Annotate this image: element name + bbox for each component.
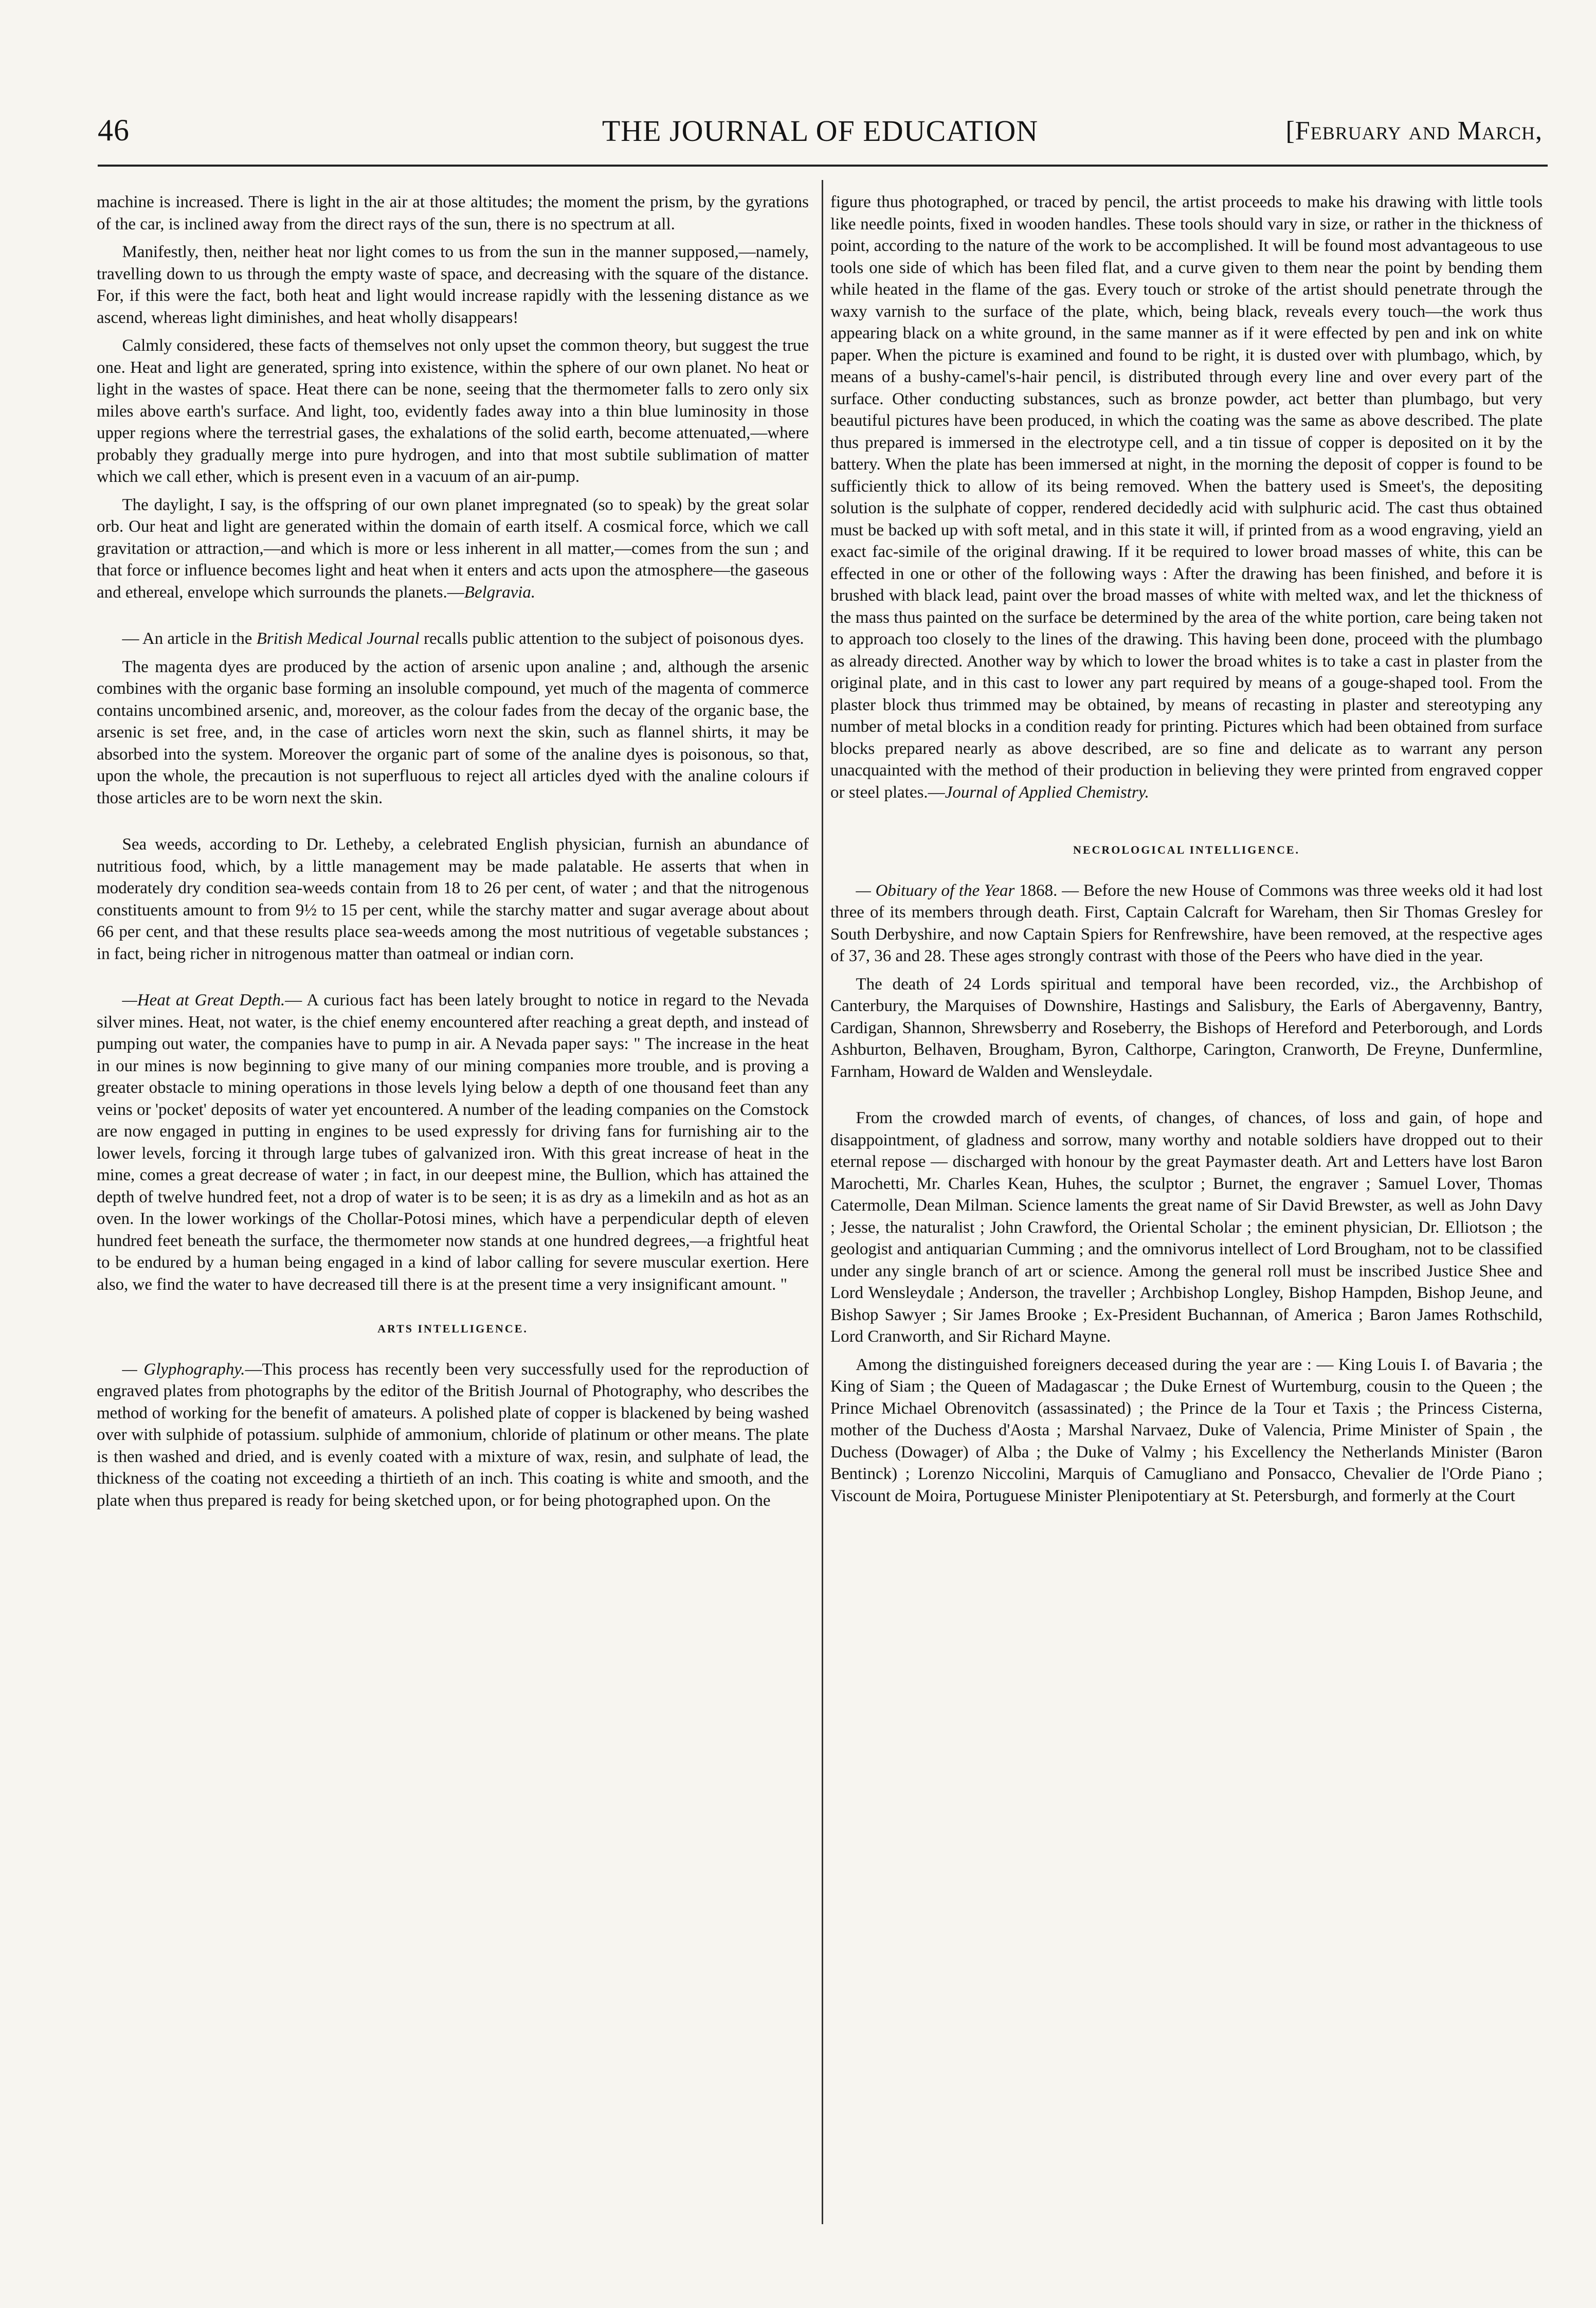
paragraph-text: — A curious fact has been lately brought to notice in regard to the Nevada silver mines. Heat, not water, is the chief enemy encountered after reaching a great depth, and instead of pumping out water, the companies have to pump in air. A Nevada paper says: " The increase in the heat in our mines is now beginning to give many of our mining companies more trouble, and is proving a greater obstacle to mining operations in those levels lying below a depth of one thousand feet than any veins or 'pocket' deposits of water yet encountered. A number of the leading companies on the Comstock are now engaged in putting in engines to be used expressly for driving fans for furnishing air to the lower levels, forcing it through large tubes of galvanized iron. With this great increase of heat in the mine, comes a great decrease of water ; in fact, in our deepest mine, the Bullion, which has attained the depth of twelve hundred feet, not a drop of water is to be seen; it is as dry as a limekiln and as hot as an oven. In the lower workings of the Chollar-Potosi mines, which have a perpendicular depth of eleven hundred feet beneath the surface, the thermometer now stands at one hundred degrees,—a frightful heat to be endured by a human being engaged in a kind of labor calling for severe muscular exertion. Here also, we find the water to have decreased till there is at the present time a very insignificant amount. " (97, 991, 809, 1294)
paragraph (830, 191, 1543, 803)
paragraph: Sea weeds, according to Dr. Letheby, a celebrated English physician, furnish an abundance of nutritious food, which, by a little management may be made palatable. He asserts that when in moderately dry condition sea-weeds contain from 18 to 26 per cent, of water ; and that the nitrogenous constituents amount to from 9½ to 15 per cent, while the starchy matter and sugar average about about 66 per cent, and that these results place sea-weeds among the most nutritious of vegetable substances ; in fact, being richer in nitrogenous matter than oatmeal or indian corn. (97, 835, 809, 963)
paragraph (830, 880, 1543, 967)
paragraph-text: — An article in the (122, 629, 257, 648)
article-title: —Heat at Great Depth. (122, 991, 285, 1009)
section-heading-necrological: NECROLOGICAL INTELLIGENCE. (1073, 843, 1300, 856)
paragraph: The death of 24 Lords spiritual and temporal have been recorded, viz., the Archbishop of Canterbury, the Marquises of Downshire, Hastings and Salisbury, the Earls of Abergavenny, Bantry, Cardigan, Shannon, Shrewsberry and Roseberry, the Bishops of Hereford and Peterborough, and Lords Ashburton, Belhaven, Brougham, Byron, Calthorpe, Carington, Cranworth, De Freyne, Dunfermline, Farnham, Howard de Walden and Wensleydale. (830, 975, 1543, 1081)
paragraph (97, 628, 809, 650)
paragraph (97, 494, 809, 604)
article-title: — Glyphography. (122, 1360, 245, 1379)
paragraph: From the crowded march of events, of changes, of chances, of loss and gain, of hope and disappointment, of gladness and sorrow, many worthy and notable soldiers have dropped out to their eternal repose — discharged with honour by the great Paymaster death. Art and Letters have lost Baron Marochetti, Mr. Charles Kean, Huhes, the sculptor ; Burnet, the engraver ; Samuel Lover, Thomas Catermolle, Dean Milman. Science laments the great name of Sir David Brewster, as well as John Davy ; Jesse, the naturalist ; John Crawford, the Oriental Scholar ; the eminent physician, Dr. Elliotson ; the geologist and antiquarian Cumming ; and the omnivorus intellect of Lord Brougham, not to be classified under any single branch of art or science. Among the general roll must be inscribed Justice Shee and Lord Wensleydale ; Anderson, the traveller ; Archbishop Longley, Bishop Hampden, Bishop Jeune, and Bishop Sawyer ; Sir James Brooke ; Ex-President Buchannan, of America ; Baron James Rothschild, Lord Cranworth, and Sir Richard Mayne. (830, 1109, 1543, 1346)
paragraph-text: 1868. — Before the new House of Commons was three weeks old it had lost three of its members through death. First, Captain Calcraft for Wareham, then Sir Thomas Gresley for South Derbyshire, and now Captain Spiers for Renfrewshire, have been removed, at the respective ages of 37, 36 and 28. These ages strongly contrast with those of the Peers who have died in the year. (830, 881, 1543, 965)
paragraph (97, 1359, 809, 1512)
page-number: 46 (98, 113, 130, 147)
source-citation: Belgravia. (464, 583, 536, 602)
header-rule (98, 165, 1548, 167)
paragraph-text: figure thus photographed, or traced by pencil, the artist proceeds to make his drawing with little tools like needle points, fixed in wooden handles. These tools should vary in size, or rather in the thickness of point, according to the nature of the work to be accomplished. It will be found most advantageous to use tools one side of which has been filed flat, and a curve given to them near the point by bending them while heated in the flame of the gas. Every touch or stroke of the artist should penetrate through the waxy varnish to the surface of the plate, which, being black, reveals every touch—the work thus appearing black on a white ground, in the same manner as if it were effected by pen and ink on white paper. When the picture is examined and found to be right, it is dusted over with plumbago, which, by means of a bushy-camel's-hair pencil, is distributed through every line and over every part of the surface. Other conducting substances, such as bronze powder, act better than plumbago, but very beautiful pictures have been produced, in which the coating was the same as above described. The plate thus prepared is immersed in the electrotype cell, and a tin tissue of copper is deposited on it by the battery. When the plate has been immersed at night, in the morning the deposit of copper is found to be sufficiently thick to allow of its being removed. When the battery used is Smeet's, the depositing solution is the sulphate of copper, rendered decidedly acid with sulphuric acid. The cast thus obtained must be backed up with soft metal, and in this state it will, if printed from as a wood engraving, yield an exact fac-simile of the original drawing. If it be required to lower broad masses of white, this can be effected in one or other of the following ways : After the drawing has been finished, and before it is brushed with black lead, paint over the broad masses of white with melted wax, and let the thickness of the mass thus painted on the surface be determined by the area of the white portion, care being taken not to approach too closely to the lines of the drawing. This having been done, proceed with the plumbago as already directed. Another way by which to lower the broad whites is to take a cast in plaster from the original plate, and in this cast to lower any part required by means of a gouge-shaped tool. From the plaster block thus trimmed may be obtained, by means of recasting in plaster and stereotyping any number of metal blocks in a condition ready for printing. Pictures which had been obtained from surface blocks prepared nearly as above described, are so fine and delicate as to warrant any person unacquainted with the method of their production in believing they were printed from engraved copper or steel plates.— (830, 193, 1543, 802)
paragraph-text: —This process has recently been very successfully used for the reproduction of engraved plates from photographs by the editor of the British Journal of Photography, who describes the method of working for the benefit of amateurs. A polished plate of copper is blackened by being washed over with sulphide of potassium. sulphide of ammonium, chloride of platinum or other means. The plate is then washed and dried, and is evenly coated with a mixture of wax, resin, and sulphate of lead, the thickness of the coating not exceeding a thirtieth of an inch. This coating is white and smooth, and the plate when thus prepared is ready for being sketched upon, or for being photographed upon. On the (97, 1360, 809, 1510)
paragraph: Among the distinguished foreigners deceased during the year are : — King Louis I. of Bavaria ; the King of Siam ; the Queen of Madagascar ; the Duke Ernest of Wurtemburg, cousin to the Queen ; the Prince Michael Obrenovitch (assassinated) ; the Prince de la Tour et Taxis ; the Princess Cisterna, mother of the Duchess d'Aosta ; Marshal Narvaez, Duke of Valencia, Prime Minister of Spain , the Duchess (Dowager) of Alba ; the Duke of Valmy ; his Excellency the Netherlands Minister (Baron Bentinck) ; Lorenzo Niccolini, Marquis of Camugliano and Ponsacco, Chevalier de l'Orde Piano ; Viscount de Moira, Portuguese Minister Plenipotentiary at St. Petersburgh, and formerly at the Court (830, 1355, 1543, 1505)
paragraph-text: The daylight, I say, is the offspring of our own planet impregnated (so to speak) by the great solar orb. Our heat and light are generated within the domain of earth itself. A cosmical force, which we call gravitation or attraction,—and which is more or less inherent in all matter,—comes from the sun ; and that force or influence becomes light and heat when it enters and acts upon the atmosphere—the gaseous and ethereal, envelope which surrounds the planets.— (97, 495, 809, 602)
right-column (830, 191, 1543, 2259)
page-header (98, 105, 1543, 157)
left-column (97, 191, 809, 2259)
column-divider (822, 180, 823, 2224)
paragraph: Manifestly, then, neither heat nor light comes to us from the sun in the manner supposed,—namely, travelling down to us through the empty waste of space, and decreasing with the square of the distance. For, if this were the fact, both heat and light would increase rapidly with the lessening distance as we ascend, whereas light diminishes, and heat wholly disappears! (97, 243, 809, 327)
paragraph: Calmly considered, these facts of themselves not only upset the common theory, but suggest the true one. Heat and light are generated, spring into existence, within the sphere of our own planet. No heat or light in the wastes of space. Heat there can be none, seeing that the thermometer falls to zero only six miles above earth's surface. And light, too, evidently fades away into a thin blue luminosity in those upper regions where the terrestrial gases, the exhalations of the solid earth, become attenuated,—where probably they gradually merge into pure hydrogen, and into that most subtile sublimation of matter which we call ether, which is present even in a vacuum of an air-pump. (97, 336, 809, 486)
paragraph (97, 989, 809, 1295)
article-title: — Obituary of the Year (856, 881, 1015, 900)
journal-name: British Medical Journal (256, 629, 420, 648)
paragraph: machine is increased. There is light in the air at those altitudes; the moment the prism, by the gyrations of the car, is inclined away from the direct rays of the sun, there is no spectrum at all. (97, 193, 809, 233)
paragraph: The magenta dyes are produced by the action of arsenic upon analine ; and, although the arsenic combines with the organic base forming an insoluble compound, yet much of the magenta of commerce contains uncombined arsenic, and, moreover, as the colour fades from the decay of the organic base, the arsenic is set free, and, in the case of articles worn next the skin, such as flannel shirts, it may be absorbed into the system. Moreover the organic part of some of the analine dyes is poisonous, so that, upon the whole, the precaution is not superfluous to reject all articles dyed with the analine colours if those articles are to be worn next the skin. (97, 657, 809, 807)
journal-title: THE JOURNAL OF EDUCATION (602, 114, 1039, 148)
issue-date: [February and March, (1285, 116, 1543, 146)
section-heading-arts: ARTS INTELLIGENCE. (377, 1322, 528, 1335)
source-citation: Journal of Applied Chemistry. (945, 783, 1149, 802)
paragraph-text: recalls public attention to the subject of poisonous dyes. (419, 629, 804, 648)
